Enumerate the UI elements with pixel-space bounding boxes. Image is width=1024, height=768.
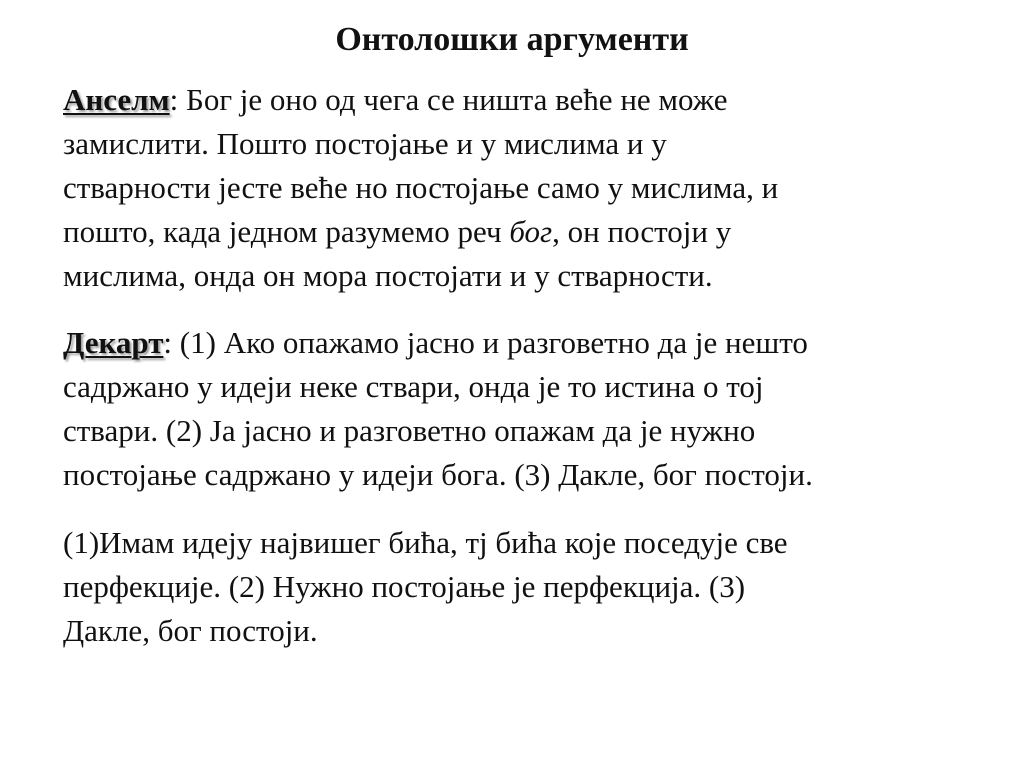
- anselm-paragraph: [63, 78, 963, 298]
- italic-word: бог: [509, 214, 553, 249]
- text-line: постојање садржано у идеји бога. (3) Дакле, бог постоји.: [63, 457, 813, 492]
- text-line: [63, 321, 963, 365]
- third-argument-paragraph: [63, 521, 963, 653]
- slide-title: Онтолошки аргументи: [335, 21, 689, 58]
- line-text: , он постоји у: [552, 214, 732, 249]
- text-line: Дакле, бог постоји.: [63, 613, 318, 648]
- descartes-paragraph: [63, 321, 963, 497]
- speaker-descartes: Декарт: [63, 325, 164, 360]
- line-text: (1) Ако опажамо јасно и разговетно да је нешто: [172, 325, 808, 360]
- text-line: ствари. (2) Ја јасно и разговетно опажам да је нужно: [63, 413, 756, 448]
- text-line: [63, 78, 963, 122]
- text-line: [63, 210, 963, 254]
- text-line: стварности јесте веће но постојање само у мислима, и: [63, 170, 779, 205]
- text-line: мислима, онда он мора постојати и у стварности.: [63, 258, 713, 293]
- line-text: Бог је оно од чега се ништа веће не може: [178, 82, 728, 117]
- speaker-separator: :: [163, 325, 173, 360]
- text-line: замислити. Пошто постојање и у мислима и у: [63, 126, 667, 161]
- speaker-anselm: Анселм: [63, 82, 170, 117]
- speaker-separator: :: [169, 82, 179, 117]
- text-line: перфекције. (2) Нужно постојање је перфекција. (3): [63, 569, 746, 604]
- text-line: садржано у идеји неке ствари, онда је то истина о тој: [63, 369, 764, 404]
- line-text: пошто, када једном разумемо реч: [63, 214, 510, 249]
- text-line: (1)Имам идеју највишег бића, тј бића које поседује све: [63, 525, 788, 560]
